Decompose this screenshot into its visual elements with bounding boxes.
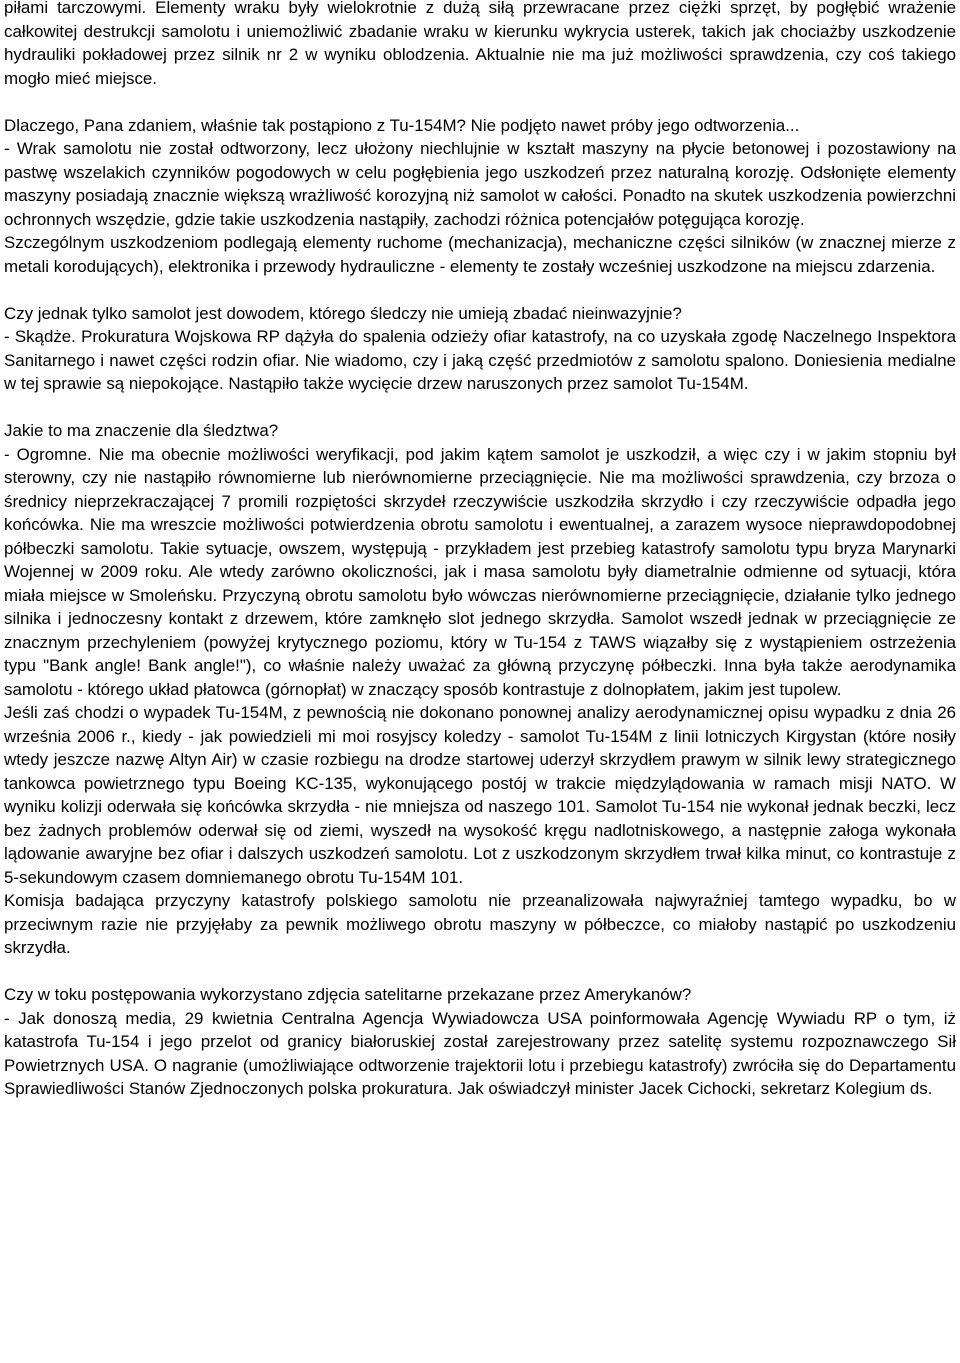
paragraph-kirgystan-incident: Jeśli zaś chodzi o wypadek Tu-154M, z pewnością nie dokonano ponownej analizy aerodynamicznej opisu wypadku z dnia 26 września 2006 r., kiedy - jak powiedzieli mi moi rosyjscy koledzy - samolot Tu-154M z linii lotniczych Kirgystan (które nosiły wtedy jeszcze nazwę Altyn Air) w czasie rozbiegu na drodze startowej uderzył skrzydłem prawym w silnik lewy strategicznego tankowca powietrznego typu Boeing KC-135, wykonującego postój w trakcie międzylądowania w ramach misji NATO. W wyniku kolizji oderwała się końcówka skrzydła - nie mniejsza od naszego 101. Samolot Tu-154 nie wykonał jednak beczki, lecz bez żadnych problemów oderwał się od ziemi, wyszedł na wysokość kręgu nadlotniskowego, a następnie załoga wykonała lądowanie awaryjne bez ofiar i dalszych uszkodzeń samolotu. Lot z uszkodzonym skrzydłem trwał kilka minut, co kontrastuje z 5-sekundowym czasem domniemanego obrotu Tu-154M 101. [4, 703, 956, 887]
paragraph-moving-elements: Szczególnym uszkodzeniom podlegają elementy ruchome (mechanizacja), mechaniczne części silników (w znacznej mierze z metali korodujących), elektronika i przewody hydrauliczne - elementy te zostały wcześniej uszkodzone na miejscu zdarzenia. [4, 233, 956, 276]
answer-prosecution-burning: - Skądże. Prokuratura Wojskowa RP dążyła do spalenia odzieży ofiar katastrofy, na co uzyskała zgodę Naczelnego Inspektora Sanitarnego i nawet części rodzin ofiar. Nie wiadomo, czy i jaką część przedmiotów z samolotu spalono. Doniesienia medialne w tej sprawie są niepokojące. Nastąpiło także wycięcie drzew naruszonych przez samolot Tu-154M. [4, 327, 956, 393]
question-satellite-photos: Czy w toku postępowania wykorzystano zdjęcia satelitarne przekazane przez Amerykanów? [4, 985, 692, 1004]
answer-huge-significance: - Ogromne. Nie ma obecnie możliwości weryfikacji, pod jakim kątem samolot je uszkodził, a więc czy i w jakim stopniu był sterowny, czy nie nastąpiło równomierne lub nierównomierne przeciągnięcie. Nie ma możliwości sprawdzenia, czy brzoza o średnicy nieprzekraczającej 7 promili rozpiętości skrzydeł rzeczywiście uszkodziła skrzydło i czy rzeczywiście odpadła jego końcówka. Nie ma wreszcie możliwości potwierdzenia obrotu samolotu i ewentualnej, a zarazem wysoce nieprawdopodobnej półbeczki samolotu. Takie sytuacje, owszem, występują - przykładem jest przebieg katastrofy samolotu typu bryza Marynarki Wojennej w 2009 roku. Ale wtedy zarówno okoliczności, jak i masa samolotu były diametralnie odmienne od sytuacji, która miała miejsce w Smoleńsku. Przyczyną obrotu samolotu było wówczas nierównomierne przeciągnięcie, działanie tylko jednego silnika i jednoczesny kontakt z drzewem, które zamknęło slot jednego skrzydła. Samolot wszedł jednak w przeciągnięcie ze znacznym przechyleniem (powyżej krytycznego poziomu, który w Tu-154 z TAWS wiązałby się z wystąpieniem ostrzeżenia typu "Bank angle! Bank angle!"), co właśnie należy uważać za główną przyczynę półbeczki. Inna była także aerodynamika samolotu - którego układ płatowca (górnopłat) w znaczący sposób kontrastuje z dolnopłatem, jakim jest tupolew. [4, 444, 956, 699]
paragraph-commission: Komisja badająca przyczyny katastrofy polskiego samolotu nie przeanalizowała najwyraźniej tamtego wypadku, bo w przeciwnym razie nie przyjęłaby za pewnik możliwego obrotu maszyny w półbeczce, co miałoby nastąpić po uszkodzeniu skrzydła. [4, 891, 956, 957]
answer-satellite-photos: - Jak donoszą media, 29 kwietnia Centralna Agencja Wywiadowcza USA poinformowała Agencję Wywiadu RP o tym, iż katastrofa Tu-154 i jego przelot od granicy białoruskiej został zarejestrowany przez satelitę systemu rozpoznawczego Sił Powietrznych USA. O nagranie (umożliwiające odtworzenie trajektorii lotu i przebiegu katastrofy) zwróciła się do Departamentu Sprawiedliwości Stanów Zjednoczonych polska prokuratura. Jak oświadczył minister Jacek Cichocki, sekretarz Kolegium ds. [4, 1008, 956, 1098]
paragraph-wreck-destruction: piłami tarczowymi. Elementy wraku były wielokrotnie z dużą siłą przewracane przez ciężki sprzęt, by pogłębić wrażenie całkowitej destrukcji samolotu i uniemożliwić zbadanie wraku w kierunku wykrycia usterek, takich jak chociażby uszkodzenie hydrauliki pokładowej przez silnik nr 2 w wyniku oblodzenia. Aktualnie nie ma już możliwości sprawdzenia, czy coś takiego mogło mieć miejsce. [4, 0, 956, 88]
question-significance: Jakie to ma znaczenie dla śledztwa? [4, 421, 279, 440]
question-why-tu154m: Dlaczego, Pana zdaniem, właśnie tak postąpiono z Tu-154M? Nie podjęto nawet próby jego odtworzenia... [4, 115, 800, 135]
question-plane-evidence: Czy jednak tylko samolot jest dowodem, którego śledczy nie umieją zbadać nieinwazyjnie? [4, 303, 682, 323]
answer-wreck-not-reconstructed: - Wrak samolotu nie został odtworzony, lecz ułożony niechlujnie w kształt maszyny na płycie betonowej i pozostawiony na pastwę wszelakich czynników pogodowych w celu pogłębienia jego uszkodzeń przez naturalną korozję. Odsłonięte elementy maszyny posiadają znacznie większą wrażliwość korozyjną niż samolot w całości. Ponadto na skutek uszkodzenia powierzchni ochronnych wszędzie, gdzie takie uszkodzenia nastąpiły, zachodzi różnica potencjałów potęgująca korozję. [4, 139, 956, 229]
